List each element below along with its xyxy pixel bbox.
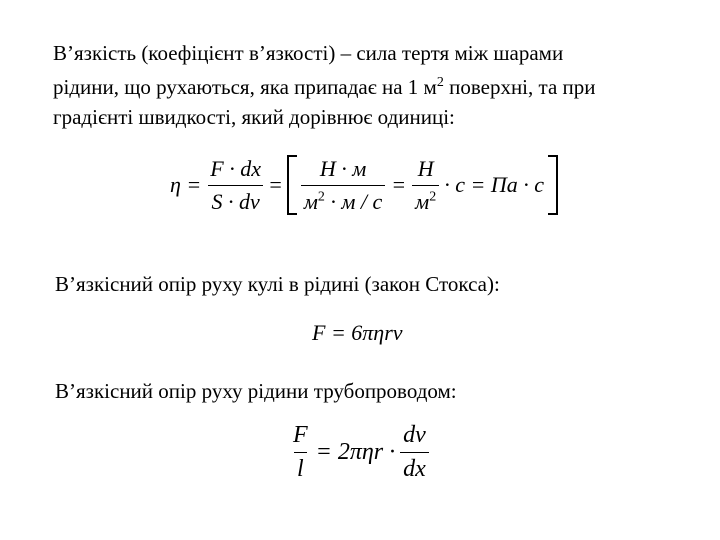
definition-line-2 bbox=[53, 68, 693, 102]
viscosity-tail: · с = Па · с bbox=[444, 172, 544, 197]
pipeline-fraction-2-num: dv bbox=[403, 422, 426, 448]
viscosity-fraction-1 bbox=[207, 156, 264, 215]
viscosity-fraction-3-den-a: м bbox=[415, 188, 430, 214]
pipeline-fraction-1 bbox=[290, 422, 311, 483]
viscosity-fraction-2 bbox=[301, 156, 385, 215]
viscosity-fraction-1-num: F · dx bbox=[210, 155, 261, 181]
definition-line-2-end: поверхні, та при bbox=[443, 75, 596, 99]
pipeline-middle: = 2πηr · bbox=[315, 439, 396, 465]
viscosity-fraction-2-den bbox=[301, 185, 385, 215]
definition-line-2-sup: 2 bbox=[436, 75, 444, 90]
viscosity-lhs: η = bbox=[170, 172, 202, 197]
viscosity-fraction-3-num: H bbox=[417, 155, 434, 181]
pipeline-fraction-2 bbox=[400, 422, 429, 483]
stokes-formula: F = 6πηrv bbox=[312, 320, 403, 345]
viscosity-fraction-2-den-b: · м / с bbox=[324, 188, 383, 214]
viscosity-fraction-2-den-sup: 2 bbox=[317, 189, 325, 205]
viscosity-equals-2: = bbox=[391, 172, 407, 197]
left-bracket bbox=[287, 155, 297, 215]
definition-paragraph bbox=[53, 38, 693, 132]
right-bracket bbox=[548, 155, 558, 215]
definition-line-1: В’язкість (коефіцієнт в’язкості) – сила тертя між шарами bbox=[53, 41, 564, 65]
stokes-label: В’язкісний опір руху кулі в рідині (закон Стокса): bbox=[55, 272, 500, 296]
pipeline-fraction-1-den: l bbox=[294, 452, 307, 483]
viscosity-fraction-1-den: S · dv bbox=[208, 185, 262, 215]
viscosity-fraction-3-den-sup: 2 bbox=[429, 189, 437, 205]
pipeline-fraction-1-num: F bbox=[293, 422, 308, 448]
viscosity-fraction-2-den-a: м bbox=[303, 188, 318, 214]
pipeline-label: В’язкісний опір руху рідини трубопроводом: bbox=[55, 379, 457, 403]
definition-line-2-text: рідини, що рухаються, яка припадає на 1 м bbox=[53, 75, 437, 99]
viscosity-formula bbox=[170, 155, 558, 215]
viscosity-fraction-3 bbox=[412, 156, 439, 215]
pipeline-fraction-2-den: dx bbox=[400, 452, 429, 483]
viscosity-fraction-2-num: H · м bbox=[319, 155, 367, 181]
viscosity-equals-1: = bbox=[267, 172, 283, 197]
definition-line-3: градієнті швидкості, який дорівнює одиниці: bbox=[53, 105, 455, 129]
pipeline-formula bbox=[290, 422, 429, 483]
viscosity-fraction-3-den bbox=[412, 185, 439, 215]
viscosity-bracket-group bbox=[287, 155, 558, 215]
